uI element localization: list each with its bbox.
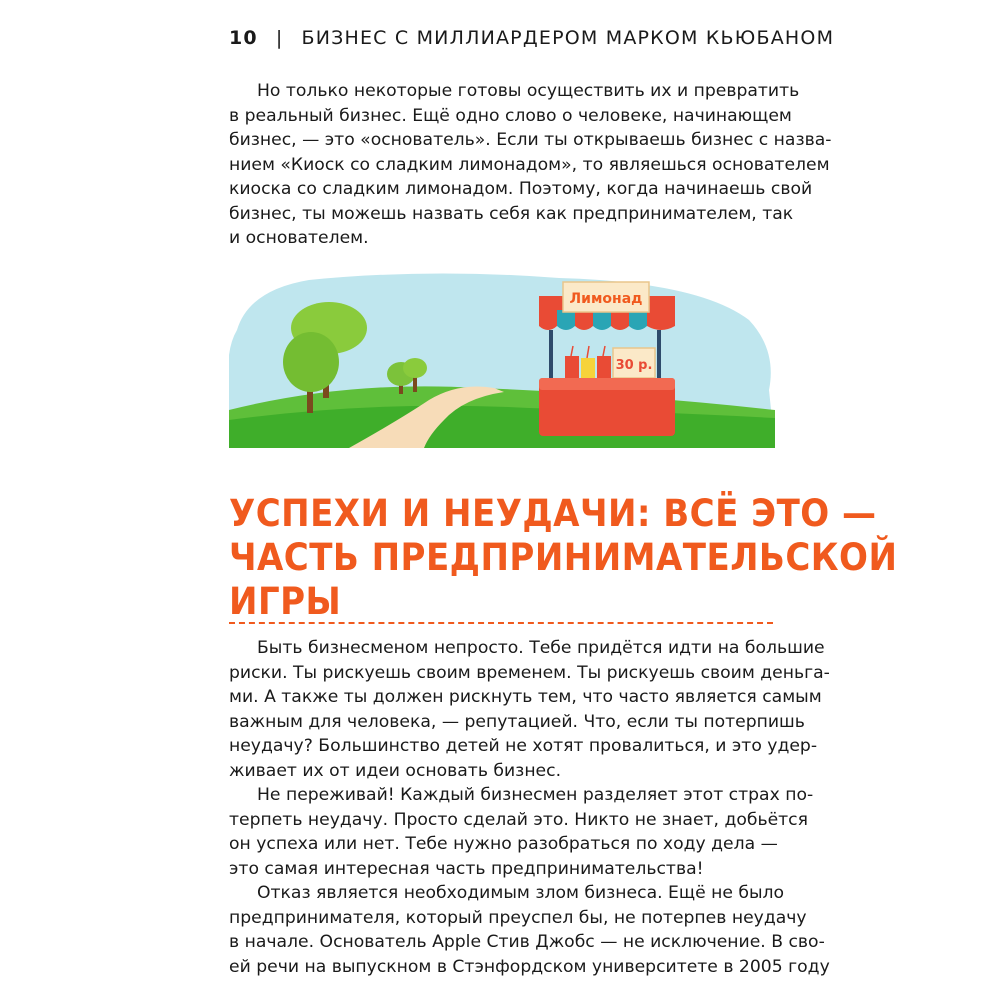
heading-line: УСПЕХИ И НЕУДАЧИ: ВСЁ ЭТО —	[229, 492, 877, 535]
text-line: он успеха или нет. Тебе нужно разобраться по ходу дела —	[229, 834, 778, 854]
text-line: риски. Ты рискуешь своим временем. Ты рискуешь своим деньга-	[229, 662, 830, 683]
lemonade-stand-illustration	[229, 270, 775, 448]
sign-text: Лимонад	[569, 291, 643, 307]
header-separator: |	[275, 27, 284, 49]
price-text: 30 р.	[615, 358, 653, 373]
text-line: в начале. Основатель Apple Стив Джобс — не исключение. В сво-	[229, 932, 825, 952]
text-line: Не переживай! Каждый бизнесмен разделяет этот страх по-	[257, 785, 814, 805]
running-header	[229, 27, 834, 49]
text-line: живает их от идеи основать бизнес.	[229, 760, 562, 781]
section-heading	[229, 492, 898, 624]
text-line: неудачу? Большинство детей не хотят провалиться, и это удер-	[229, 736, 818, 756]
text-line: терпеть неудачу. Просто сделай это. Никто не знает, добьётся	[229, 809, 808, 830]
text-line: важным для человека, — репутацией. Что, если ты потерпишь	[229, 711, 805, 732]
tree-crown	[403, 358, 427, 378]
text-line: и основателем.	[229, 228, 369, 248]
book-title: БИЗНЕС С МИЛЛИАРДЕРОМ МАРКОМ КЬЮБАНОМ	[301, 27, 835, 49]
text-line: ми. А также ты должен рискнуть тем, что часто является самым	[229, 687, 822, 707]
text-line: нием «Киоск со сладким лимонадом», то являешься основателем	[229, 154, 830, 175]
page-number: 10	[229, 27, 258, 49]
tree-crown	[283, 332, 339, 392]
body-text	[229, 636, 830, 979]
text-line: в реальный бизнес. Ещё одно слово о человеке, начинающем	[229, 105, 792, 126]
text-line: бизнес, ты можешь назвать себя как предпринимателем, так	[229, 203, 794, 224]
text-line: это самая интересная часть предпринимательства!	[229, 858, 704, 879]
text-line: Отказ является необходимым злом бизнеса. Ещё не было	[257, 883, 785, 903]
stand-pole	[549, 330, 553, 385]
dashed-divider	[229, 622, 773, 624]
heading-line: ИГРЫ	[229, 580, 342, 623]
stand-pole	[657, 330, 661, 385]
text-line: киоска со сладким лимонадом. Поэтому, когда начинаешь свой	[229, 179, 813, 199]
intro-paragraph	[229, 79, 832, 251]
text-line: Быть бизнесменом непросто. Тебе придётся идти на большие	[257, 638, 825, 658]
text-line: предпринимателя, который преуспел бы, не потерпев неудачу	[229, 907, 807, 928]
text-line: бизнес, — это «основатель». Если ты открываешь бизнес с назва-	[229, 130, 832, 150]
heading-line: ЧАСТЬ ПРЕДПРИНИМАТЕЛЬСКОЙ	[229, 536, 898, 579]
text-line: Но только некоторые готовы осуществить их и превратить	[257, 81, 800, 101]
text-line: ей речи на выпускном в Стэнфордском университете в 2005 году	[229, 956, 830, 977]
